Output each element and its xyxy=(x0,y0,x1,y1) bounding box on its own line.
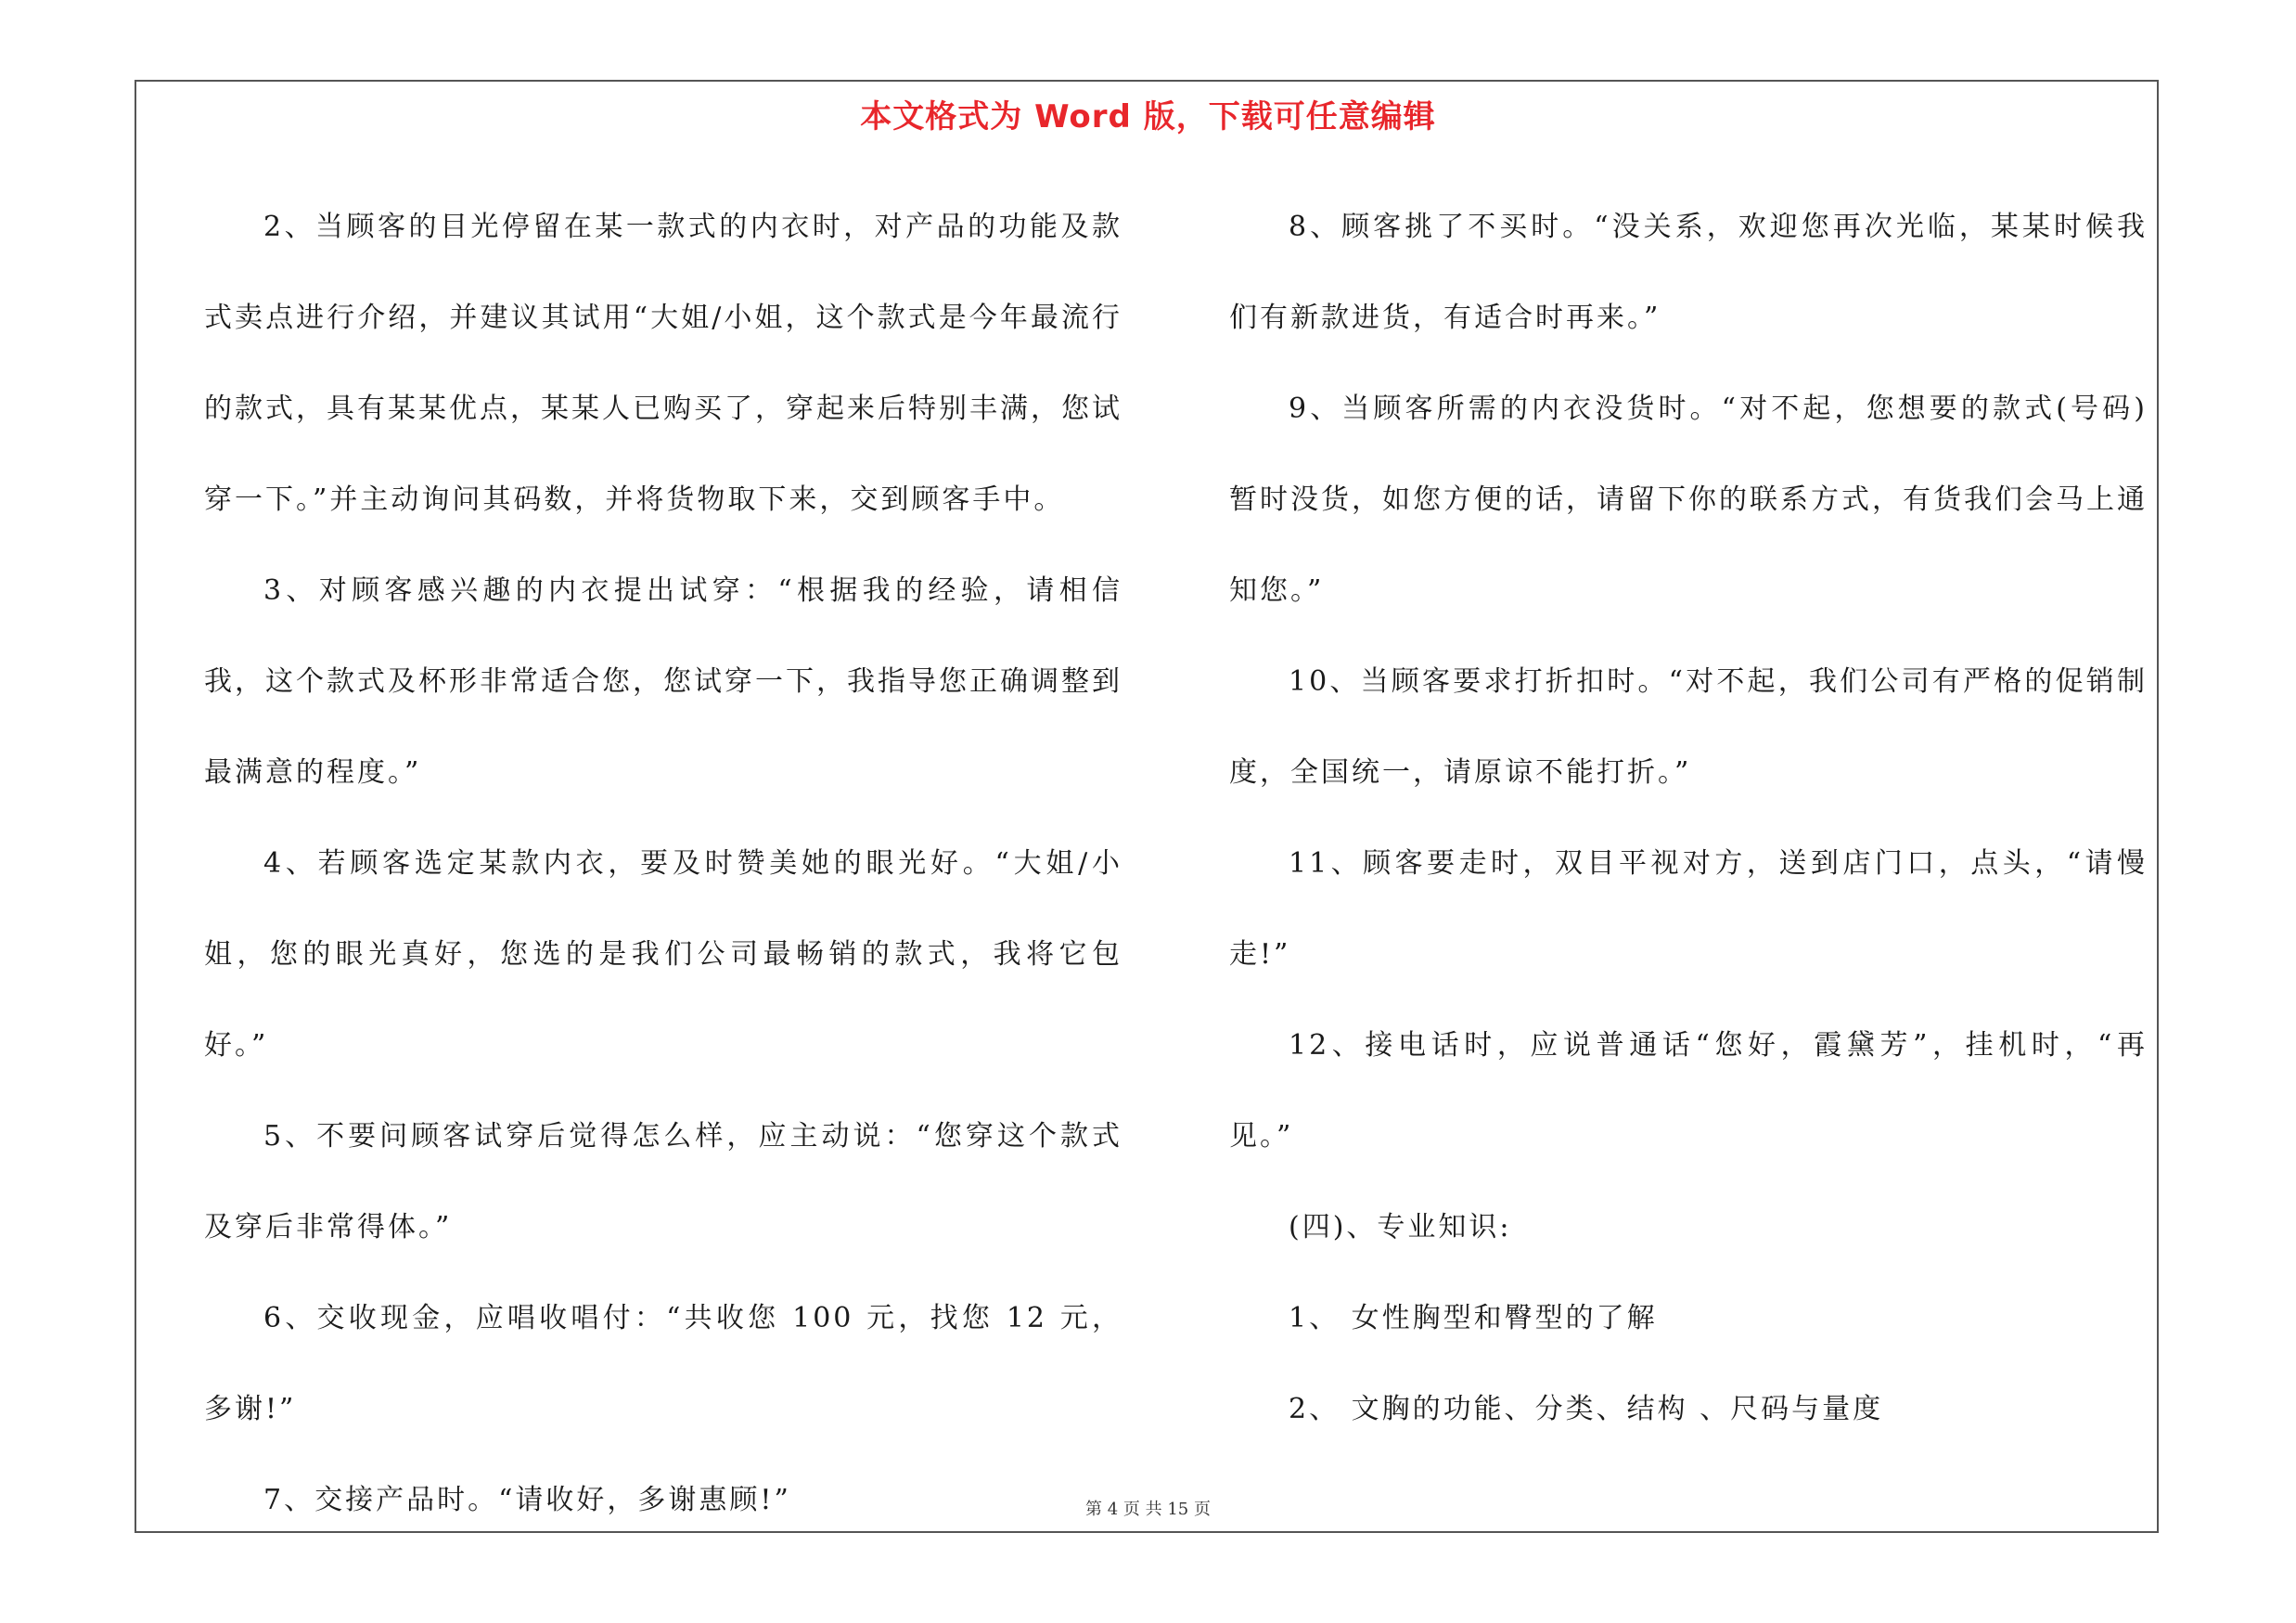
right-column xyxy=(1229,182,2148,1455)
paragraph-7: 7、交接产品时。“请收好，多谢惠顾!” xyxy=(263,1484,791,1516)
paragraph-8: 8、顾客挑了不买时。“没关系，欢迎您再次光临，某某时候我们有新款进货，有适合时再来。” xyxy=(1229,211,2148,334)
format-banner: 本文格式为 Word 版，下载可任意编辑 xyxy=(860,98,1436,135)
page-number-footer: 第 4 页 共 15 页 xyxy=(1085,1500,1211,1519)
paragraph-11: 11、顾客要走时，双目平视对方，送到店门口，点头，“请慢走!” xyxy=(1229,847,2148,971)
paragraph-5: 5、不要问顾客试穿后觉得怎么样，应主动说：“您穿这个款式及穿后非常得体。” xyxy=(204,1120,1122,1243)
section-heading-professional-knowledge: (四)、专业知识: xyxy=(1289,1211,1512,1243)
paragraph-9: 9、当顾客所需的内衣没货时。“对不起，您想要的款式(号码)暂时没货，如您方便的话，请留下你的联系方式，有货我们会马上通知您。” xyxy=(1229,393,2148,607)
knowledge-item-2: 2、 文胸的功能、分类、结构 、尺码与量度 xyxy=(1289,1393,1884,1425)
paragraph-3: 3、对顾客感兴趣的内衣提出试穿：“根据我的经验，请相信我，这个款式及杯形非常适合您，您试穿一下，我指导您正确调整到最满意的程度。” xyxy=(204,574,1122,789)
paragraph-10: 10、当顾客要求打折扣时。“对不起，我们公司有严格的促销制度，全国统一，请原谅不能打折。” xyxy=(1229,665,2148,789)
paragraph-6: 6、交收现金，应唱收唱付：“共收您 100 元，找您 12 元，多谢!” xyxy=(204,1302,1122,1425)
paragraph-2: 2、当顾客的目光停留在某一款式的内衣时，对产品的功能及款式卖点进行介绍，并建议其试用“大姐/小姐，这个款式是今年最流行的款式，具有某某优点，某某人已购买了，穿起来后特别丰满，您试穿一下。”并主动询问其码数，并将货物取下来，交到顾客手中。 xyxy=(204,211,1122,516)
knowledge-item-1: 1、 女性胸型和臀型的了解 xyxy=(1289,1302,1658,1334)
paragraph-12: 12、接电话时，应说普通话“您好，霞黛芳”，挂机时，“再见。” xyxy=(1229,1029,2148,1153)
left-column xyxy=(204,182,1122,1546)
paragraph-4: 4、若顾客选定某款内衣，要及时赞美她的眼光好。“大姐/小姐，您的眼光真好，您选的是我们公司最畅销的款式，我将它包好。” xyxy=(204,847,1122,1062)
